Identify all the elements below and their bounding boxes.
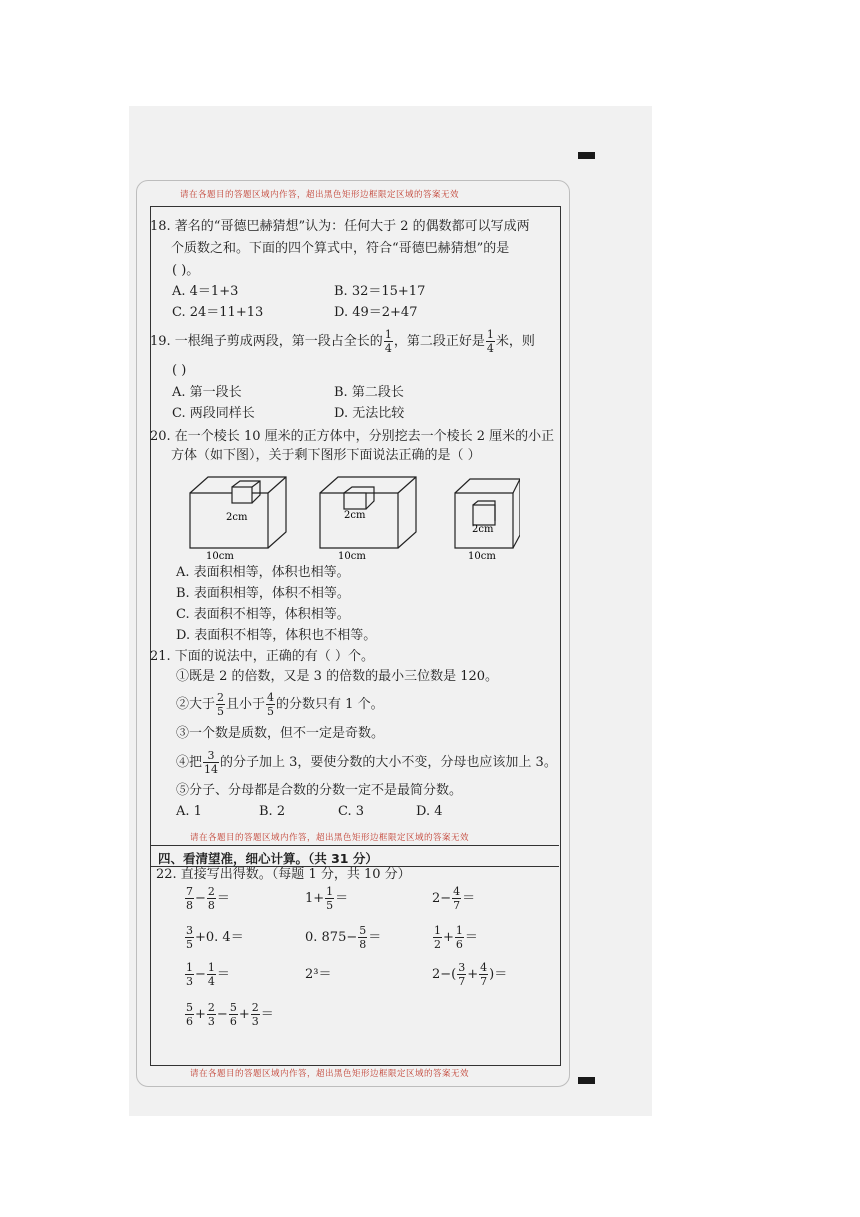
q22-title: 22. 直接写出得数。（每题 1 分，共 10 分） [156, 867, 411, 882]
cube1-small-label: 2cm [226, 512, 248, 523]
q21-statement-5: ⑤分子、分母都是合数的分数一定不是最简分数。 [176, 783, 463, 798]
q19-blank: ( ) [172, 363, 187, 378]
q19-option-d: D. 无法比较 [334, 406, 405, 421]
q20-option-d: D. 表面积不相等，体积也不相等。 [176, 628, 377, 643]
fraction: $\frac{3}{14}$ [204, 749, 219, 776]
q22-expr-a3: 2− $\frac{4}{7}$ ＝ [432, 885, 476, 912]
cube-figures [180, 465, 520, 565]
q22-expr-b2: 0. 875− $\frac{5}{8}$ ＝ [305, 924, 382, 951]
q22-expr-c2: 2³＝ [305, 967, 332, 982]
q22-expr-c3: 2−( $\frac{3}{7}$ + $\frac{4}{7}$ )＝ [432, 961, 508, 988]
q21-statement-2: ②大于 $\frac{2}{5}$ 且小于 $\frac{4}{5}$ 的分数只有 1 个。 [176, 691, 384, 718]
q18-option-b: B. 32＝15+17 [334, 284, 426, 299]
section4-heading: 四、看清望准，细心计算。（共 31 分） [158, 851, 378, 866]
fraction: $\frac{1}{4}$ [384, 328, 392, 355]
q20-line2: 方体（如下图），关于剩下图形下面说法正确的是（ ） [171, 448, 481, 463]
q22-expr-d1: $\frac{5}{6}$ + $\frac{2}{3}$ − $\frac{5}{6}$ + $\frac{2}{3}$ ＝ [186, 1001, 274, 1028]
notice-banner-top: 请在各题目的答题区域内作答，超出黑色矩形边框限定区域的答案无效 [180, 190, 460, 200]
q21-option-a: A. 1 [176, 804, 202, 819]
cube3-small-label: 2cm [472, 524, 494, 535]
fraction: $\frac{1}{4}$ [486, 328, 494, 355]
section-divider-top [150, 845, 559, 846]
q22-expr-b3: $\frac{1}{2}$ + $\frac{1}{6}$ ＝ [434, 924, 478, 951]
q22-expr-c1: $\frac{1}{3}$ − $\frac{1}{4}$ ＝ [186, 961, 230, 988]
q21-statement-4: ④把 $\frac{3}{14}$ 的分子加上 3，要使分数的大小不变，分母也应该加上 3。 [176, 749, 557, 776]
q18-option-c: C. 24＝11+13 [172, 305, 264, 320]
cube-figure-2 [320, 477, 416, 548]
cube2-big-label: 10cm [338, 551, 366, 562]
q19-option-c: C. 两段同样长 [172, 406, 255, 421]
q21-option-d: D. 4 [416, 804, 443, 819]
q22-expr-a1: $\frac{7}{8}$ − $\frac{2}{8}$ ＝ [186, 885, 230, 912]
cube2-small-label: 2cm [344, 510, 366, 521]
alignment-marker-bottom [578, 1077, 595, 1084]
fraction: $\frac{2}{5}$ [217, 691, 225, 718]
q21-stem: 21. 下面的说法中，正确的有（ ）个。 [150, 649, 374, 664]
q20-option-c: C. 表面积不相等，体积相等。 [176, 607, 350, 622]
q21-statement-1: ①既是 2 的倍数，又是 3 的倍数的最小三位数是 120。 [176, 669, 499, 684]
alignment-marker-top [578, 152, 595, 159]
q18-blank: ( )。 [172, 263, 200, 278]
q22-expr-b1: $\frac{3}{5}$ +0. 4＝ [186, 924, 244, 951]
q21-option-b: B. 2 [259, 804, 286, 819]
q22-expr-a2: 1+ $\frac{1}{5}$ ＝ [305, 885, 349, 912]
q19-option-b: B. 第二段长 [334, 385, 404, 400]
q18-option-d: D. 49＝2+47 [334, 305, 418, 320]
q19-option-a: A. 第一段长 [172, 385, 242, 400]
cube-figure-3 [455, 479, 520, 548]
q20-line1: 20. 在一个棱长 10 厘米的正方体中，分别挖去一个棱长 2 厘米的小正 [150, 429, 555, 444]
q21-option-c: C. 3 [338, 804, 365, 819]
cube1-big-label: 10cm [206, 551, 234, 562]
fraction: $\frac{4}{5}$ [267, 691, 275, 718]
cube3-big-label: 10cm [468, 551, 496, 562]
q20-option-b: B. 表面积相等，体积不相等。 [176, 586, 350, 601]
q18-line2: 个质数之和。下面的四个算式中，符合“哥德巴赫猜想”的是 [171, 241, 510, 256]
q18-option-a: A. 4＝1+3 [172, 284, 239, 299]
q21-statement-3: ③一个数是质数，但不一定是奇数。 [176, 726, 385, 741]
q19-stem: 19. 一根绳子剪成两段，第一段占全长的 $\frac{1}{4}$ ，第二段正好是 $\frac{1}{4}$ 米，则 [150, 328, 535, 355]
q20-option-a: A. 表面积相等，体积也相等。 [176, 565, 350, 580]
notice-banner-middle: 请在各题目的答题区域内作答，超出黑色矩形边框限定区域的答案无效 [190, 833, 470, 843]
notice-banner-bottom: 请在各题目的答题区域内作答，超出黑色矩形边框限定区域的答案无效 [190, 1069, 470, 1079]
q18-line1: 18. 著名的“哥德巴赫猜想”认为：任何大于 2 的偶数都可以写成两 [150, 219, 530, 234]
